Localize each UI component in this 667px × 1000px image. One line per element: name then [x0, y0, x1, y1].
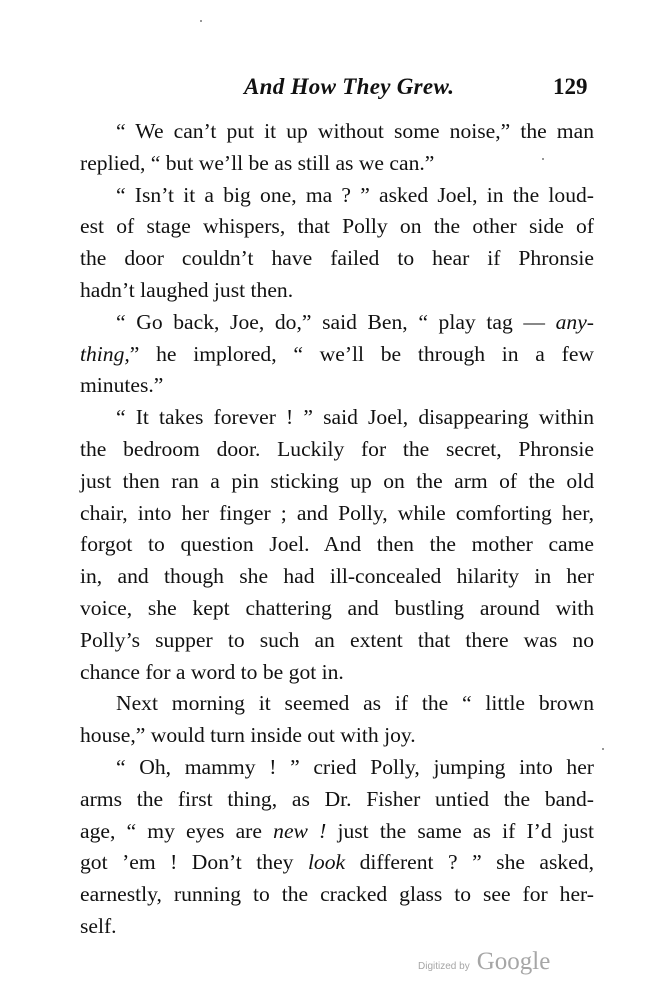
text-line: voice, she kept chattering and bustling around with	[80, 595, 594, 620]
digitized-by-google-watermark	[418, 948, 550, 976]
text-line	[80, 847, 594, 879]
text-line: “ Oh, mammy ! ” cried Polly, jumping into her	[116, 754, 594, 779]
text-line: est of stage whispers, that Polly on the other side of	[80, 214, 594, 239]
text-line: minutes.”	[80, 373, 164, 398]
text-line: the bedroom door. Luckily for the secret, Phronsie	[80, 436, 594, 461]
paragraph	[80, 180, 594, 307]
text-line	[80, 307, 594, 339]
paragraph	[80, 688, 594, 752]
paragraph	[80, 752, 594, 943]
text-line	[80, 816, 594, 848]
body-text	[80, 116, 594, 943]
italic-text: look	[307, 850, 346, 875]
text-line: hadn’t laughed just then.	[80, 277, 294, 302]
italic-text: new !	[273, 818, 327, 843]
text-line: Next morning it seemed as if the “ little brown	[116, 691, 594, 716]
text-run: got ’em ! Don’t they	[80, 850, 308, 875]
text-line: “ We can’t put it up without some noise,” the man	[116, 119, 594, 143]
text-line: earnestly, running to the cracked glass to see for her-	[80, 882, 594, 907]
text-line: arms the first thing, as Dr. Fisher untied the band-	[80, 786, 594, 811]
page-number: 129	[553, 74, 588, 99]
google-logo: Google	[476, 948, 551, 975]
text-run: different ? ” she asked,	[345, 850, 594, 875]
scan-speck	[200, 20, 202, 22]
text-line: replied, “ but we’ll be as still as we can.”	[80, 150, 435, 175]
text-line: forgot to question Joel. And then the mother came	[80, 532, 594, 557]
text-line: chance for a word to be got in.	[80, 659, 344, 684]
text-run: ” he implored, “ we’ll be through in a few	[129, 341, 594, 366]
text-line: “ It takes forever ! ” said Joel, disappearing within	[116, 405, 594, 430]
italic-text: any-	[544, 309, 594, 334]
text-line: in, and though she had ill-concealed hilarity in her	[80, 564, 594, 589]
text-line	[80, 339, 594, 371]
text-line: “ Isn’t it a big one, ma ? ” asked Joel, in the loud-	[116, 182, 594, 207]
text-line: just then ran a pin sticking up on the arm of the old	[80, 468, 594, 493]
page-header	[0, 70, 667, 110]
paragraph	[80, 402, 594, 688]
paragraph	[80, 307, 594, 402]
paragraph	[80, 116, 594, 180]
text-line: Polly’s supper to such an extent that there was no	[80, 627, 594, 652]
scan-speck	[602, 748, 604, 750]
text-run: “ Go back, Joe, do,” said Ben, “ play tag —	[116, 309, 545, 334]
text-run: age, “ my eyes are	[80, 818, 274, 843]
text-line: the door couldn’t have failed to hear if Phronsie	[80, 246, 594, 271]
watermark-caption: Digitized by	[418, 961, 470, 972]
text-line: chair, into her finger ; and Polly, while comforting her,	[80, 500, 594, 525]
running-head: And How They Grew.	[244, 74, 455, 99]
text-line: house,” would turn inside out with joy.	[80, 723, 416, 748]
italic-text: thing,	[80, 341, 130, 366]
text-run: just the same as if I’d just	[326, 818, 595, 843]
text-line: self.	[80, 913, 117, 938]
